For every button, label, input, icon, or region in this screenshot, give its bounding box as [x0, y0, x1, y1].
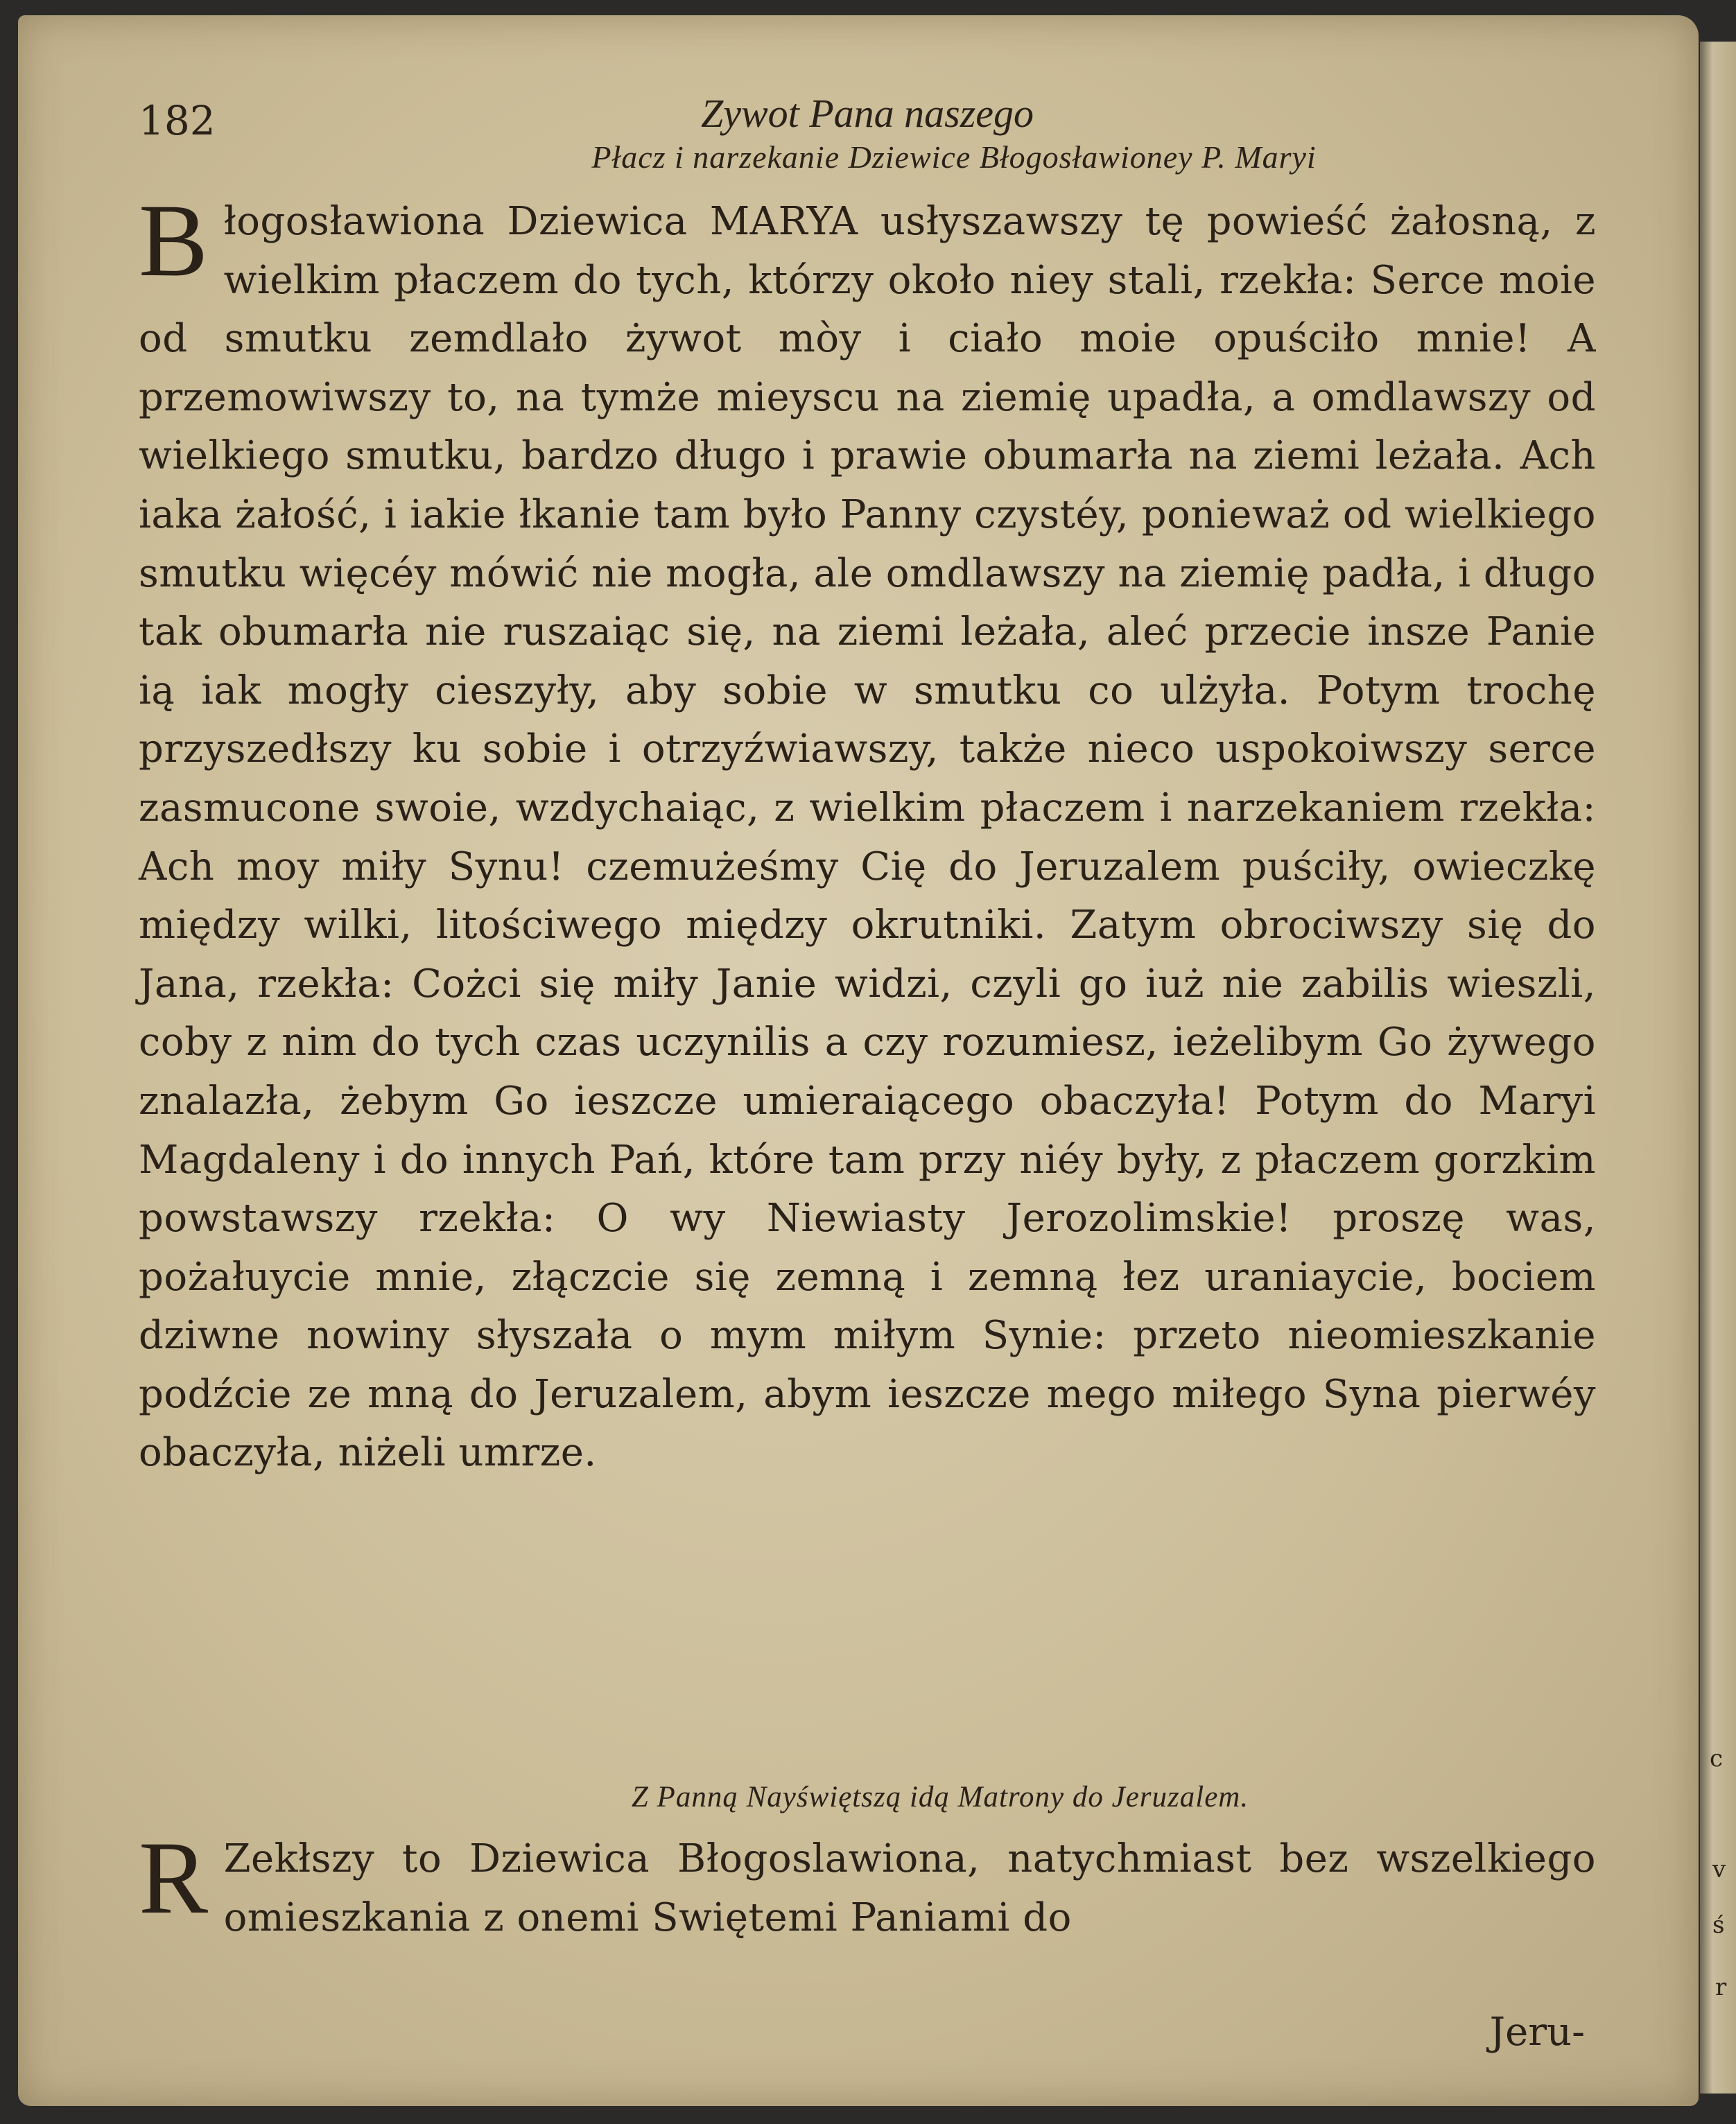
book-page — [18, 15, 1699, 2106]
paragraph-lament-text: łogosławiona Dziewica MARYA usłyszawszy tę powieść żałosną, z wielkim płaczem do tych, którzy około niey stali, rzekła: Serce moie od smutku zemdlało żywot mòy i ciało moie opuściło mnie! A przemowiwszy to, na tymże mieyscu na ziemię upadła, a omdlawszy od wielkiego smutku, bardzo długo i prawie obumarła na ziemi leżała. Ach iaka żałość, i iakie łkanie tam było Panny czystéy, ponieważ od wielkiego smutku więcéy mówić nie mogła, ale omdlawszy na ziemię padła, i długo tak obumarła nie ruszaiąc się, na ziemi leżała, aleć przecie insze Panie ią iak mogły cieszyły, aby sobie w smutku co ulżyła. Potym trochę przyszedłszy ku sobie i otrzyźwiawszy, także nieco uspokoiwszy serce zasmucone swoie, wzdychaiąc, z wielkim płaczem i narzekaniem rzekła: Ach moy miły Synu! czemużeśmy Cię do Jeruzalem puściły, owieczkę między wilki, litościwego między okrutniki. Zatym obrociwszy się do Jana, rzekła: Cożci się miły Janie widzi, czyli go iuż nie zabilis wieszli, coby z nim do tych czas uczynilis a czy rozumiesz, ieżelibym Go żywego znalazła, żebym Go ieszcze umieraiącego obaczyła! Potym do Maryi Magdaleny i do innych Pań, które tam przy niéy były, z płaczem gorzkim powstawszy rzekła: O wy Niewiasty Jerozolimskie! proszę was, pożałuycie mnie, złączcie się zemną i zemną łez uraniaycie, bociem dziwne nowiny słyszała o mym miłym Synie: przeto nieomieszkanie podźcie ze mną do Jeruzalem, abym ieszcze mego miłego Syna pierwéy obaczyła, niżeli umrze. — [139, 199, 1596, 1476]
drop-capital-b: B — [139, 183, 209, 298]
paragraph-matrons-text: Zekłszy to Dziewica Błogoslawiona, natychmiast bez wszelkiego omieszkania z onemi Swiętemi Paniami do — [223, 1836, 1596, 1940]
paragraph-lament — [139, 183, 1596, 1483]
page-number: 182 — [139, 97, 216, 144]
drop-capital-r: R — [139, 1820, 209, 1935]
edge-glyph: r — [1715, 1974, 1727, 2001]
edge-glyph: c — [1710, 1745, 1724, 1773]
running-head: Zywot Pana naszego — [700, 91, 1034, 136]
page-header — [136, 82, 1599, 144]
paragraph-matrons — [139, 1820, 1596, 1947]
next-page-edge — [1700, 42, 1736, 2093]
edge-glyph: ś — [1712, 1911, 1725, 1939]
catchword: Jeru- — [1489, 2010, 1585, 2055]
section-title-lament: Płacz i narzekanie Dziewice Błogosławioney P. Maryi — [591, 139, 1317, 175]
edge-glyph: v — [1712, 1856, 1726, 1883]
section-title-matrons: Z Panną Nayświętszą idą Matrony do Jeruzalem. — [631, 1781, 1249, 1813]
